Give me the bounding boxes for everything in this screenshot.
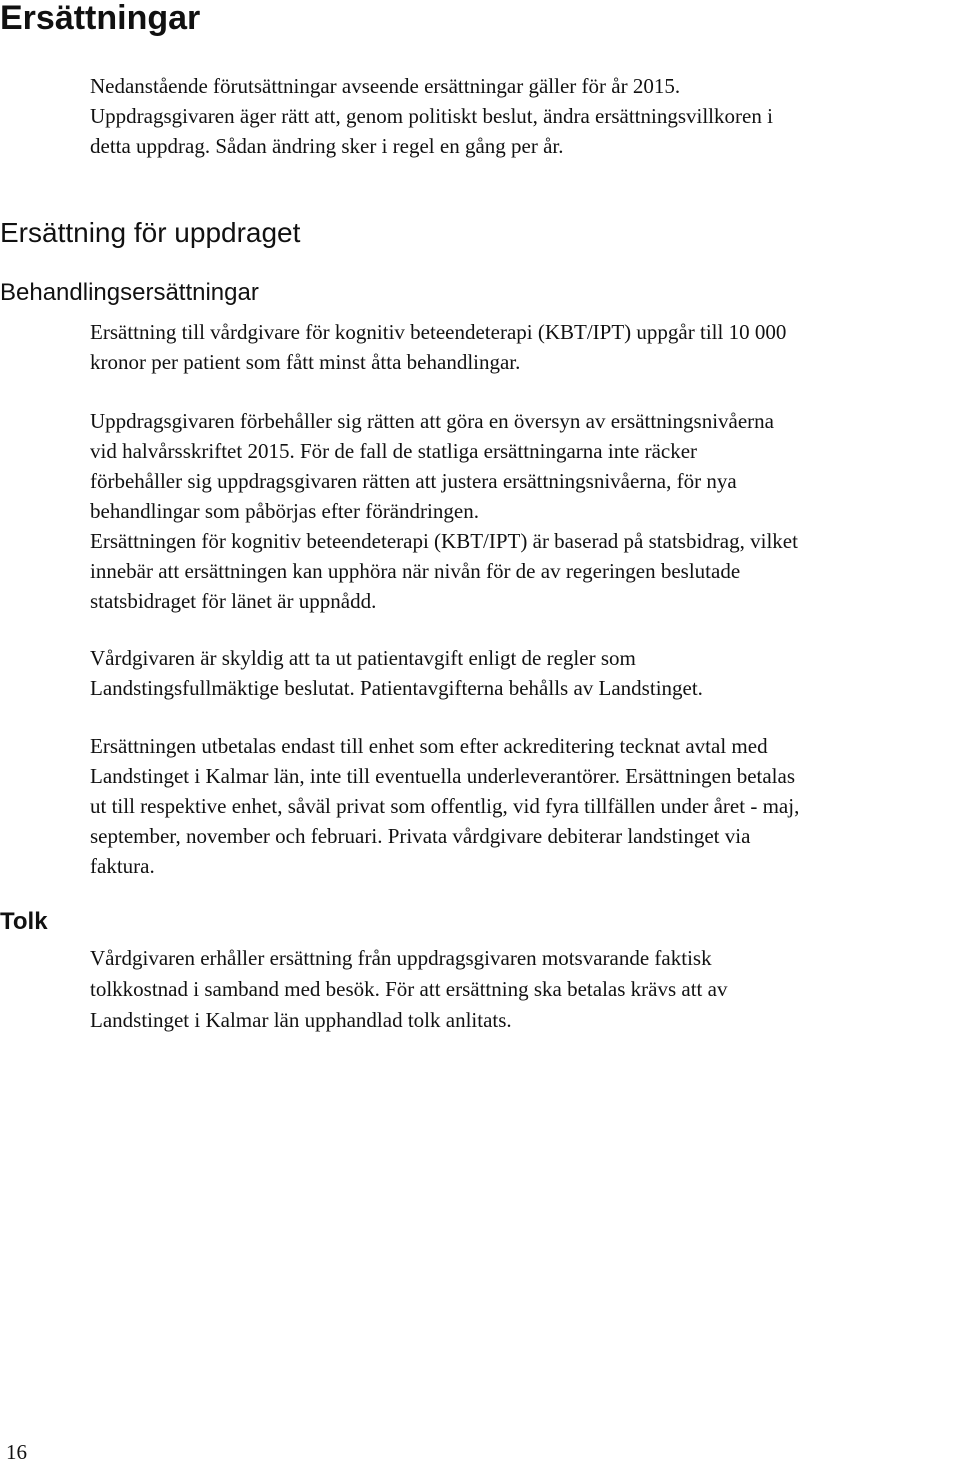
intro-line: Uppdragsgivaren äger rätt att, genom politiskt beslut, ändra ersättningsvillkoren i xyxy=(90,104,773,128)
intro-line: detta uppdrag. Sådan ändring sker i regel en gång per år. xyxy=(90,134,564,158)
paragraph-line: faktura. xyxy=(90,854,155,878)
paragraph-line: Landstinget i Kalmar län upphandlad tolk anlitats. xyxy=(90,1008,512,1032)
paragraph-line: september, november och februari. Privata vårdgivare debiterar landstinget via xyxy=(90,824,751,848)
page-number: 16 xyxy=(6,1440,27,1464)
paragraph-line: ut till respektive enhet, såväl privat som offentlig, vid fyra tillfällen under året - maj, xyxy=(90,794,800,818)
paragraph-line: Vårdgivaren är skyldig att ta ut patientavgift enligt de regler som xyxy=(90,646,636,670)
paragraph-line: kronor per patient som fått minst åtta behandlingar. xyxy=(90,350,521,374)
paragraph-line: Uppdragsgivaren förbehåller sig rätten att göra en översyn av ersättningsnivåerna xyxy=(90,409,774,433)
paragraph-line: Landstingsfullmäktige beslutat. Patientavgifterna behålls av Landstinget. xyxy=(90,676,703,700)
intro-line: Nedanstående förutsättningar avseende ersättningar gäller för år 2015. xyxy=(90,74,681,98)
paragraph-line: Ersättning till vårdgivare för kognitiv beteendeterapi (KBT/IPT) uppgår till 10 000 xyxy=(90,320,787,344)
paragraph-line: statsbidraget för länet är uppnådd. xyxy=(90,589,377,613)
paragraph-line: Ersättningen utbetalas endast till enhet som efter ackreditering tecknat avtal med xyxy=(90,734,768,758)
paragraph-line: innebär att ersättningen kan upphöra när nivån för de av regeringen beslutade xyxy=(90,559,741,583)
page-title: Ersättningar xyxy=(0,0,201,37)
paragraph-line: tolkkostnad i samband med besök. För att ersättning ska betalas krävs att av xyxy=(90,977,728,1001)
paragraph-line: Vårdgivaren erhåller ersättning från uppdragsgivaren motsvarande faktisk xyxy=(90,946,712,970)
paragraph-line: vid halvårsskriftet 2015. För de fall de statliga ersättningarna inte räcker xyxy=(90,439,698,463)
paragraph-line: Ersättningen för kognitiv beteendeterapi (KBT/IPT) är baserad på statsbidrag, vilket xyxy=(90,529,798,553)
paragraph-line: Landstinget i Kalmar län, inte till eventuella underleverantörer. Ersättningen betalas xyxy=(90,764,795,788)
subsection-heading: Behandlingsersättningar xyxy=(0,279,259,306)
paragraph-line: förbehåller sig uppdragsgivaren rätten att justera ersättningsnivåerna, för nya xyxy=(90,469,737,493)
paragraph-line: behandlingar som påbörjas efter förändringen. xyxy=(90,499,479,523)
tolk-heading: Tolk xyxy=(0,908,48,935)
section-heading: Ersättning för uppdraget xyxy=(0,217,301,248)
